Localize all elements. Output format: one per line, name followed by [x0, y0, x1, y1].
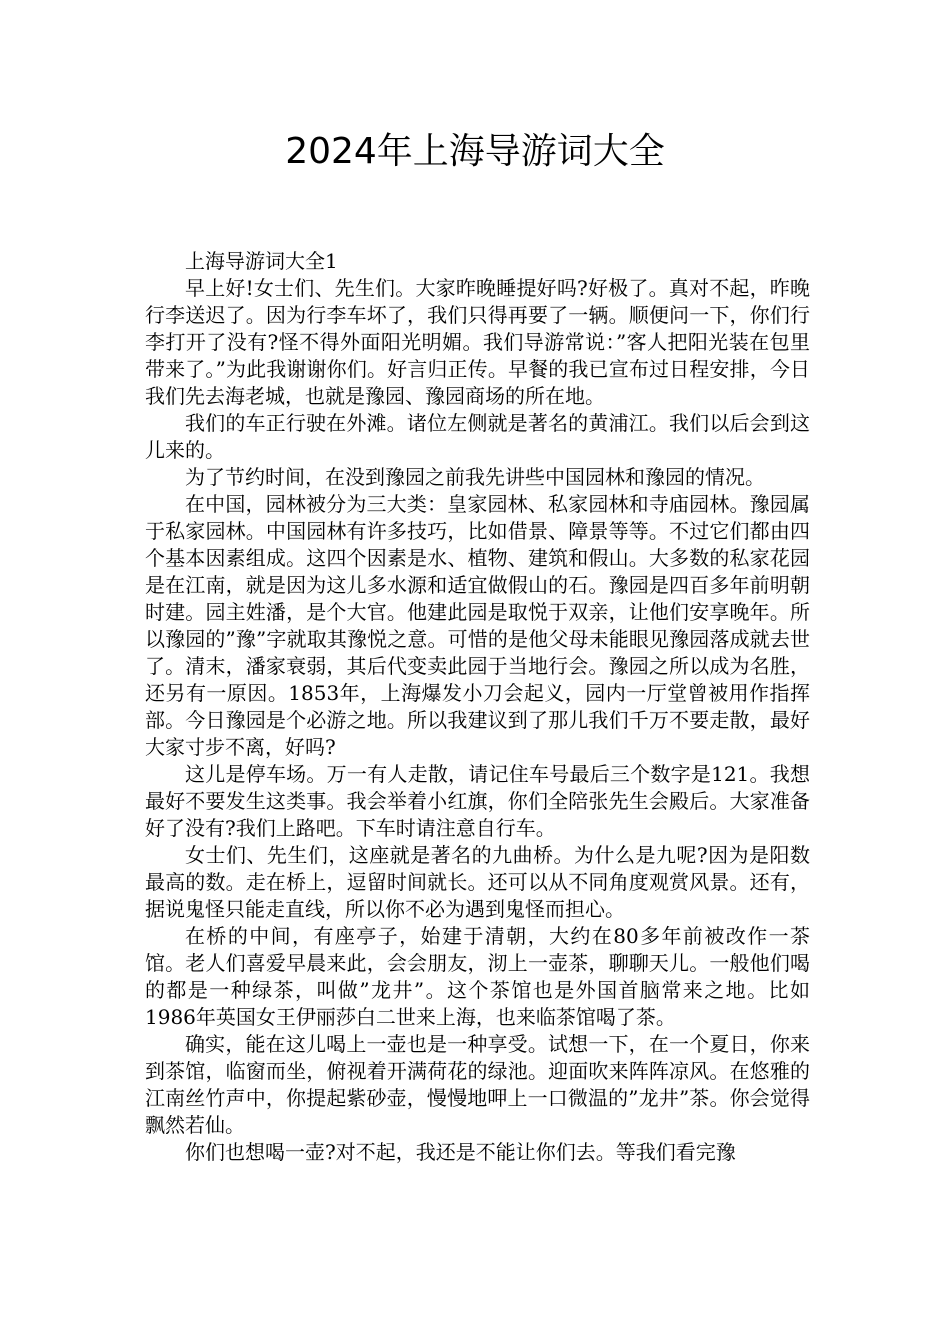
paragraph: 你们也想喝一壶?对不起，我还是不能让你们去。等我们看完豫: [185, 1140, 736, 1164]
paragraph: 这儿是停车场。万一有人走散，请记住车号最后三个数字是121。我想最好不要发生这类事。我会举着小红旗，你们全陪张先生会殿后。大家准备好了没有?我们上路吧。下车时请注意自行车。: [145, 762, 810, 840]
paragraph: 我们的车正行驶在外滩。诸位左侧就是著名的黄浦江。我们以后会到这儿来的。: [145, 411, 810, 462]
paragraph: 女士们、先生们，这座就是著名的九曲桥。为什么是九呢?因为是阳数最高的数。走在桥上，逗留时间就长。还可以从不同角度观赏风景。还有，据说鬼怪只能走直线，所以你不必为遇到鬼怪而担心。: [145, 843, 810, 921]
document-body: [145, 248, 810, 1166]
document-title: 2024年上海导游词大全: [285, 131, 665, 172]
paragraph: 为了节约时间，在没到豫园之前我先讲些中国园林和豫园的情况。: [185, 465, 765, 489]
paragraph: 在中国，园林被分为三大类：皇家园林、私家园林和寺庙园林。豫园属于私家园林。中国园林有许多技巧，比如借景、障景等等。不过它们都由四个基本因素组成。这四个因素是水、植物、建筑和假山。大多数的私家花园是在江南，就是因为这儿多水源和适宜做假山的石。豫园是四百多年前明朝时建。园主姓潘，是个大官。他建此园是取悦于双亲，让他们安享晚年。所以豫园的”豫”字就取其豫悦之意。可惜的是他父母未能眼见豫园落成就去世了。清末，潘家衰弱，其后代变卖此园于当地行会。豫园之所以成为名胜，还另有一原因。1853年，上海爆发小刀会起义，园内一厅堂曾被用作指挥部。今日豫园是个必游之地。所以我建议到了那儿我们千万不要走散，最好大家寸步不离，好吗?: [145, 492, 810, 759]
paragraph: 早上好!女士们、先生们。大家昨晚睡提好吗?好极了。真对不起，昨晚行李送迟了。因为行李车坏了，我们只得再要了一辆。顺便问一下，你们行李打开了没有?怪不得外面阳光明媚。我们导游常说：”客人把阳光装在包里带来了。”为此我谢谢你们。好言归正传。早餐的我已宣布过日程安排，今日我们先去海老城，也就是豫园、豫园商场的所在地。: [145, 276, 810, 408]
section-heading: 上海导游词大全1: [185, 249, 338, 273]
paragraph: 确实，能在这儿喝上一壶也是一种享受。试想一下，在一个夏日，你来到茶馆，临窗而坐，俯视着开满荷花的绿池。迎面吹来阵阵凉风。在悠雅的江南丝竹声中，你提起紫砂壶，慢慢地呷上一口微温的”龙井”茶。你会觉得飘然若仙。: [145, 1032, 810, 1137]
paragraph: 在桥的中间，有座亭子，始建于清朝，大约在80多年前被改作一茶馆。老人们喜爱早晨来此，会会朋友，沏上一壶茶，聊聊天儿。一般他们喝的都是一种绿茶，叫做”龙井”。这个茶馆也是外国首脑常来之地。比如1986年英国女王伊丽莎白二世来上海，也来临茶馆喝了茶。: [145, 924, 810, 1029]
